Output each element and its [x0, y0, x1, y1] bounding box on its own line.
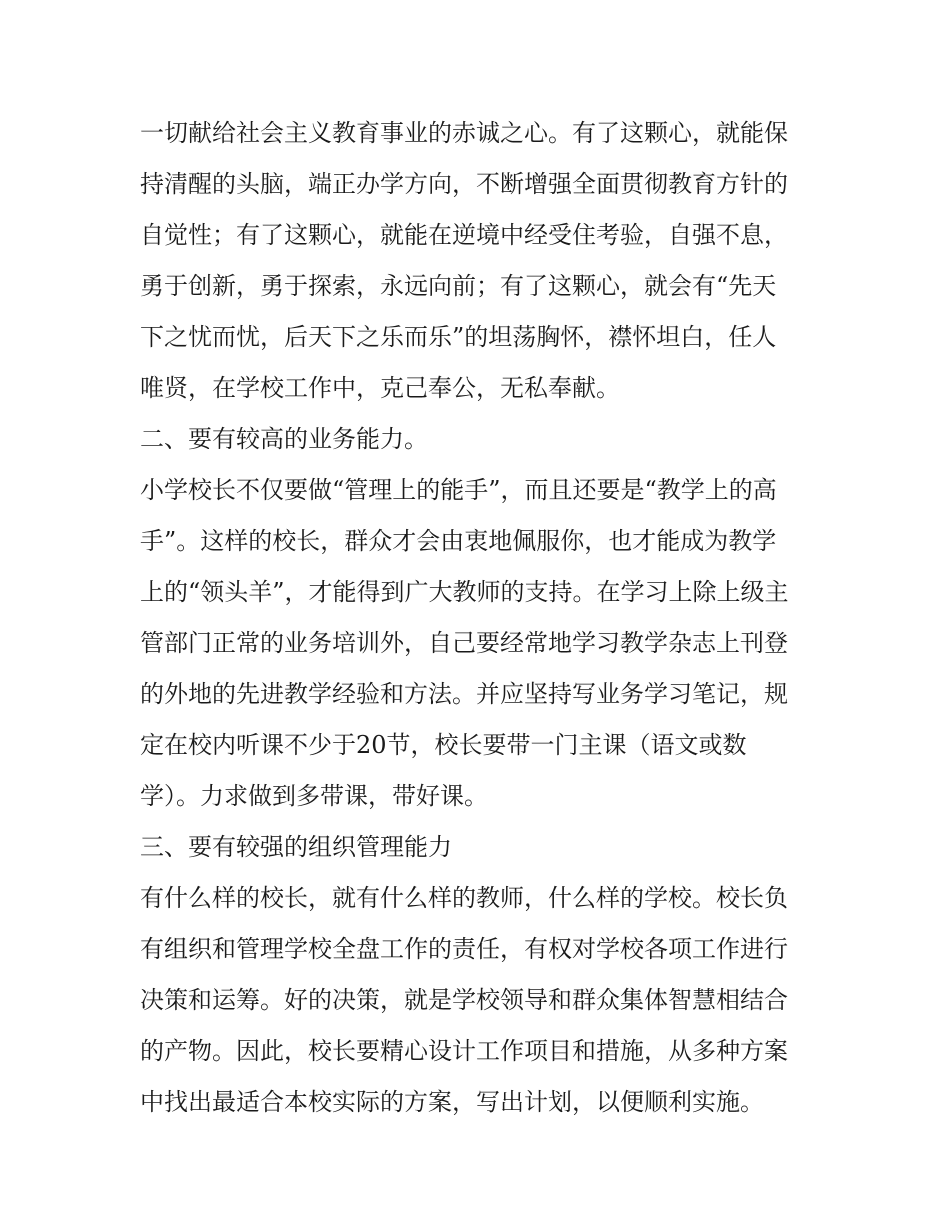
- document-page: [140, 108, 820, 1128]
- text-line: 定在校内听课不少于20节，校长要带一门主课（语文或数: [140, 731, 747, 759]
- text-line: 下之忧而忧，后天下之乐而乐”的坦荡胸怀，襟怀坦白，任人: [140, 323, 777, 351]
- text-line: 唯贤，在学校工作中，克己奉公，无私奉献。: [140, 374, 620, 402]
- text-line: 管部门正常的业务培训外，自己要经常地学习教学杂志上刊登: [140, 629, 788, 657]
- text-line: 勇于创新，勇于探索，永远向前；有了这颗心，就会有“先天: [140, 272, 777, 300]
- text-line: 持清醒的头脑，端正办学方向，不断增强全面贯彻教育方针的: [140, 170, 788, 198]
- text-line: 手”。这样的校长，群众才会由衷地佩服你，也才能成为教学: [140, 527, 777, 555]
- text-line: 决策和运筹。好的决策，就是学校领导和群众集体智慧相结合: [140, 986, 788, 1014]
- text-line: 上的“领头羊”，才能得到广大教师的支持。在学习上除上级主: [140, 578, 789, 606]
- text-line: 小学校长不仅要做“管理上的能手”，而且还要是“教学上的高: [140, 476, 777, 504]
- text-line: 有组织和管理学校全盘工作的责任，有权对学校各项工作进行: [140, 935, 788, 963]
- text-line: 的产物。因此，校长要精心设计工作项目和措施，从多种方案: [140, 1037, 788, 1065]
- text-line: 有什么样的校长，就有什么样的教师，什么样的学校。校长负: [140, 884, 788, 912]
- text-line: 一切献给社会主义教育事业的赤诚之心。有了这颗心，就能保: [140, 119, 788, 147]
- text-line: 中找出最适合本校实际的方案，写出计划，以便顺利实施。: [140, 1088, 764, 1116]
- section-heading-3: 三、要有较强的组织管理能力: [140, 833, 452, 861]
- text-line: 学）。力求做到多带课，带好课。: [140, 782, 488, 810]
- text-line: 的外地的先进教学经验和方法。并应坚持写业务学习笔记，规: [140, 680, 788, 708]
- section-heading-2: 二、要有较高的业务能力。: [140, 425, 428, 453]
- text-line: 自觉性；有了这颗心，就能在逆境中经受住考验，自强不息，: [140, 221, 788, 249]
